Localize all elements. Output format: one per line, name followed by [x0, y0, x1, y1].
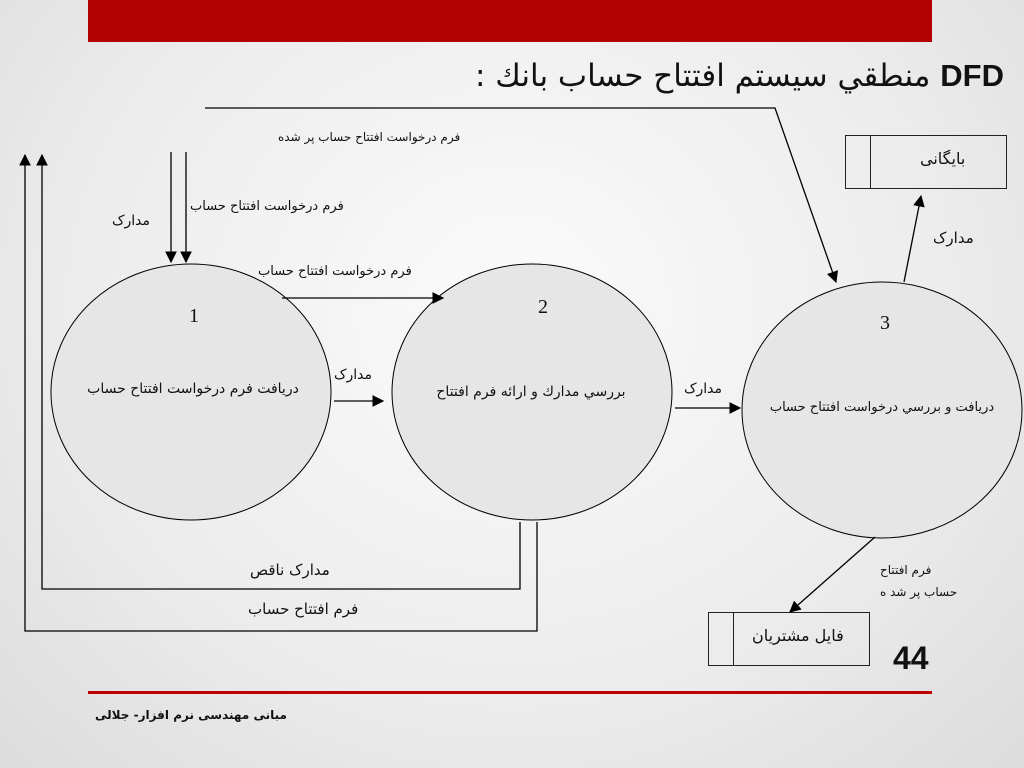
store-customers-divider	[733, 613, 734, 665]
store-archive-divider	[870, 136, 871, 188]
label-p3-archive-docs: مدارک	[933, 229, 974, 247]
label-p3-customers-line2: حساب پر شد ه	[880, 585, 958, 599]
flow-p3-archive	[904, 196, 921, 282]
process-3-label: دريافت و بررسي درخواست افتتاح حساب	[769, 400, 995, 415]
label-p1-p2-form: فرم درخواست افتتاح حساب	[258, 264, 412, 279]
bottom-accent-line	[88, 691, 932, 694]
process-1-number: 1	[189, 305, 199, 327]
process-3-number: 3	[880, 312, 890, 334]
label-p3-customers-line1: فرم افتتاح	[880, 563, 932, 577]
label-in-docs: مدارک	[112, 213, 151, 229]
store-customers-label: فايل مشتريان	[752, 626, 844, 645]
process-2-number: 2	[538, 296, 548, 318]
process-2-label: بررسي مدارك و ارائه فرم افتتاح	[436, 384, 626, 400]
label-incomplete-docs: مدارک ناقص	[250, 561, 330, 579]
footer-text: مبانی مهندسی نرم افزار- جلالی	[95, 708, 287, 722]
store-archive-label: بايگانی	[920, 149, 966, 168]
label-p2-p3-docs: مدارک	[684, 381, 723, 397]
process-1-label: دريافت فرم درخواست افتتاح حساب	[87, 381, 299, 397]
title-text: منطقي سيستم افتتاح حساب بانك :	[474, 58, 931, 94]
title-dfd: DFD	[940, 58, 1004, 93]
page-number: 44	[893, 640, 929, 676]
label-p1-p2-docs: مدارک	[334, 367, 373, 383]
label-top-form-completed: فرم درخواست افتتاح حساب پر شده	[278, 130, 461, 144]
flow-p3-customers	[790, 537, 875, 612]
label-account-form: فرم افتتاح حساب	[248, 600, 359, 618]
label-in-form: فرم درخواست افتتاح حساب	[190, 199, 344, 214]
